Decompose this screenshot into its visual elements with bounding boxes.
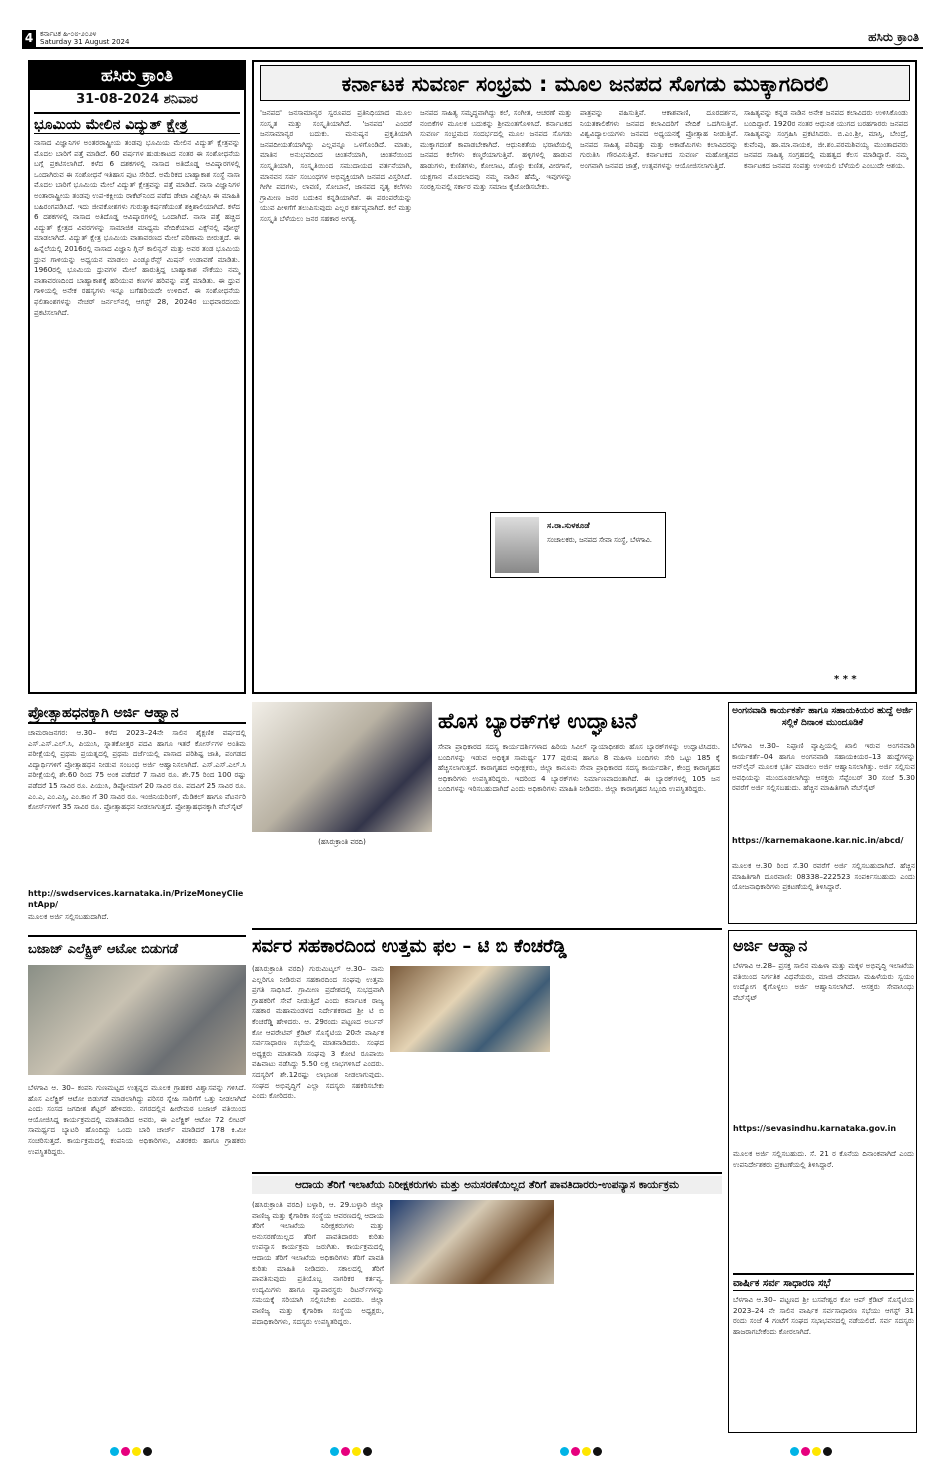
bajaj-headline: ಬಜಾಜ್ ಎಲೆಕ್ಟ್ರಿಕ್ ಆಟೋ ಬಿಡುಗಡೆ — [28, 942, 179, 957]
barracks-section — [252, 702, 722, 924]
scholarship-section — [28, 702, 246, 930]
anganwadi-url: https://karnemakaone.kar.nic.in/abcd/ — [732, 836, 904, 845]
editorial-box — [28, 60, 246, 694]
header-paper-name: ಕರ್ನಾಟಕ ಹಿ-೦೮-೨೦೨೪ — [40, 30, 97, 38]
author-box — [490, 512, 666, 578]
header-masthead: ಹಸಿರು ಕ್ರಾಂತಿ — [868, 30, 919, 44]
main-article-col3: ಪಾತ್ರವನ್ನು ವಹಿಸುತ್ತಿವೆ. ಆಕಾಶವಾಣಿ, ದೂರದರ್ಶನ, ನಿಯತಕಾಲಿಕೆಗಳು ಜನಪದ ಕಲಾವಿದರಿಗೆ ವೇದಿಕೆ ಒದಗಿಸುತ್ತಿವೆ. ವಿಶ್ವವಿದ್ಯಾಲಯಗಳು ಜನಪದ ಅಧ್ಯಯನಕ್ಕೆ ಪ್ರೋತ್ಸಾಹ ನೀಡುತ್ತಿವೆ. ಜನಪದ ಸಾಹಿತ್ಯ ಪರಿಷತ್ತು ಮತ್ತು ಅಕಾಡೆಮಿಗಳು ಕಲಾವಿದರನ್ನು ಗುರುತಿಸಿ ಗೌರವಿಸುತ್ತಿವೆ. ಕರ್ನಾಟಕದ ಸುವರ್ಣ ಮಹೋತ್ಸವದ ಅಂಗವಾಗಿ ಜನಪದ ಜಾತ್ರೆ, ಉತ್ಸವಗಳನ್ನು ಆಯೋಜಿಸಲಾಗುತ್ತಿದೆ. — [580, 108, 738, 170]
registration-marks-left — [110, 1441, 154, 1460]
income-tax-headline: ಆದಾಯ ತೆರಿಗೆ ಇಲಾಖೆಯ ನಿರೀಕ್ಷಕರುಗಳು ಮತ್ತು ಅನುಸರಣೆಯಿಲ್ಲದ ತೆರಿಗೆ ಪಾವತಿದಾರರು-ಉಪನ್ಯಾಸ ಕಾರ್ಯಕ್ರಮ — [252, 1176, 722, 1194]
registration-marks-center-left — [330, 1441, 374, 1460]
author-photo — [495, 517, 539, 573]
editorial-masthead-text: ಹಸಿರು ಕ್ರಾಂತಿ — [100, 66, 174, 86]
barracks-photo — [252, 702, 432, 832]
cooperation-body-continued — [390, 1060, 720, 1170]
income-tax-body: (ಹಸಿರುಕ್ರಾಂತಿ ವರದಿ) ಬಳ್ಳಾರಿ, ಆ. 29.ಬಳ್ಳಾರಿ ಜಿಲ್ಲಾ ವಾಣಿಜ್ಯ ಮತ್ತು ಕೈಗಾರಿಕಾ ಸಂಸ್ಥೆಯ ಆವರಣದಲ್ಲಿ ಆದಾಯ ತೆರಿಗೆ ಇಲಾಖೆಯ ನಿರೀಕ್ಷಕರುಗಳು ಮತ್ತು ಅನುಸರಣೆಯಿಲ್ಲದ ತೆರಿಗೆ ಪಾವತಿದಾರರು ಕುರಿತು ಉಪನ್ಯಾಸ ಕಾರ್ಯಕ್ರಮ ಜರುಗಿತು. ಕಾರ್ಯಕ್ರಮದಲ್ಲಿ ಆದಾಯ ತೆರಿಗೆ ಇಲಾಖೆಯ ಅಧಿಕಾರಿಗಳು ತೆರಿಗೆ ಪಾವತಿ ಕುರಿತು ಮಾಹಿತಿ ನೀಡಿದರು. ಸಕಾಲದಲ್ಲಿ ತೆರಿಗೆ ಪಾವತಿಸುವುದು ಪ್ರತಿಯೊಬ್ಬ ನಾಗರಿಕರ ಕರ್ತವ್ಯ. ಉದ್ಯಮಿಗಳು ಹಾಗೂ ವ್ಯಾಪಾರಸ್ಥರು ರಿಟರ್ನ್‌ಗಳನ್ನು ಸಮಯಕ್ಕೆ ಸರಿಯಾಗಿ ಸಲ್ಲಿಸಬೇಕು ಎಂದರು. ಜಿಲ್ಲಾ ವಾಣಿಜ್ಯ ಮತ್ತು ಕೈಗಾರಿಕಾ ಸಂಸ್ಥೆಯ ಅಧ್ಯಕ್ಷರು, ಪದಾಧಿಕಾರಿಗಳು, ಸದಸ್ಯರು ಉಪಸ್ಥಿತರಿದ್ದರು. — [252, 1200, 384, 1326]
anganwadi-headline: ಅಂಗನವಾಡಿ ಕಾರ್ಯಕರ್ತೆ ಹಾಗೂ ಸಹಾಯಕಿಯರ ಹುದ್ದೆ ಅರ್ಜಿ ಸಲ್ಲಿಕೆ ದಿನಾಂಕ ಮುಂದೂಡಿಕೆ — [732, 706, 913, 728]
cooperation-headline: ಸರ್ವರ ಸಹಕಾರದಿಂದ ಉತ್ತಮ ಫಲ – ಟಿ ಬಿ ಕೆಂಚರೆಡ್ಡಿ — [252, 936, 567, 957]
main-article-headline: ಕರ್ನಾಟಕ ಸುವರ್ಣ ಸಂಭ್ರಮ : ಮೂಲ ಜನಪದ ಸೊಗಡು ಮುಕ್ಕಾಗದಿರಲಿ — [260, 65, 910, 101]
anganwadi-tail: ಮೂಲಕ ಆ.30 ರಿಂದ ಸೆ.30 ರವರೆಗೆ ಅರ್ಜಿ ಸಲ್ಲಿಸಬಹುದಾಗಿದೆ. ಹೆಚ್ಚಿನ ಮಾಹಿತಿಗಾಗಿ ದೂರವಾಣಿ: 08338–222523 ಸಂಪರ್ಕಿಸಬಹುದು ಎಂದು ಯೋಜನಾಧಿಕಾರಿಗಳು ಪ್ರಕಟಣೆಯಲ್ಲಿ ತಿಳಿಸಿದ್ದಾರೆ. — [732, 861, 915, 892]
registration-marks-center-right — [560, 1441, 604, 1460]
main-article-end-mark: * * * — [834, 674, 857, 685]
income-tax-photo — [390, 1200, 554, 1284]
scholarship-headline: ಪ್ರೋತ್ಸಾಹಧನಕ್ಕಾಗಿ ಅರ್ಜಿ ಆಹ್ವಾನ — [28, 702, 246, 724]
editorial-date: 31-08-2024 ಶನಿವಾರ — [76, 92, 198, 107]
author-name: ಸ.ರಾ.ಸುಳಕೂಡೆ — [547, 521, 590, 530]
editorial-masthead — [30, 62, 244, 90]
arji-sub-headline: ವಾರ್ಷಿಕ ಸರ್ವ ಸಾಧಾರಣ ಸಭೆ — [733, 1273, 914, 1291]
arji-url: https://sevasindhu.karnataka.gov.in — [733, 1124, 897, 1133]
arji-headline: ಅರ್ಜಿ ಆಹ್ವಾನ — [733, 936, 808, 955]
bajaj-photo — [28, 965, 246, 1075]
editorial-body: ನಾಸಾದ ವಿಜ್ಞಾನಿಗಳ ಅಂತರರಾಷ್ಟ್ರೀಯ ತಂಡವು ಭೂಮಿಯ ಮೇಲಿನ ವಿದ್ಯುತ್ ಕ್ಷೇತ್ರವನ್ನು ಮೊದಲ ಬಾರಿಗೆ ಪತ್ತೆ ಮಾಡಿದೆ. 60 ವರ್ಷಗಳ ಹುಡುಕಾಟದ ನಂತರ ಈ ಸಂಶೋಧನೆಯ ಬಗ್ಗೆ ಪ್ರಕಟಿಸಲಾಗಿದೆ. ಕಳೆದ 6 ದಶಕಗಳಲ್ಲಿ ನಾಸಾದ ಅತಿದೊಡ್ಡ ಆವಿಷ್ಕಾರಗಳಲ್ಲಿ ಒಂದಾಗಿರುವ ಈ ಸಂಶೋಧನೆ ಇತಿಹಾಸ ಪುಟ ಸೇರಿದೆ. ಅಮೆರಿಕದ ಬಾಹ್ಯಾಕಾಶ ಸಂಸ್ಥೆ ನಾಸಾ ಮೊದಲ ಬಾರಿಗೆ ಭೂಮಿಯ ಮೇಲೆ ವಿದ್ಯುತ್ ಕ್ಷೇತ್ರವನ್ನು ಪತ್ತೆ ಮಾಡಿದೆ. ನಾಸಾ ವಿಜ್ಞಾನಿಗಳ ಅಂತಾರಾಷ್ಟ್ರೀಯ ತಂಡವು ಉಪ-ಕಕ್ಷೀಯ ರಾಕೆಟ್‌ನಿಂದ ಪಡೆದ ಡೇಟಾ ವಿಶ್ಲೇಷಿಸಿ ಈ ಮಾಹಿತಿ ಬಹಿರಂಗಪಡಿಸಿದೆ. ಇದು ಜೀವಕೋಶಗಳು ಗುರುತ್ವಾಕರ್ಷಣೆಯಂತೆ ಶಕ್ತಿಶಾಲಿಯಾಗಿದೆ. ಕಳೆದ 6 ದಶಕಗಳಲ್ಲಿ ನಾಸಾದ ಅತಿದೊಡ್ಡ ಆವಿಷ್ಕಾರಗಳಲ್ಲಿ ಒಂದಾಗಿದೆ. ನಾಸಾ ಪತ್ತೆ ಹಚ್ಚಿದ ವಿದ್ಯುತ್ ಕ್ಷೇತ್ರದ ವಿವರಗಳನ್ನು ಸಾಮಾಜಿಕ ಮಾಧ್ಯಮ ವೇದಿಕೆಯಾದ ಎಕ್ಸ್‌ನಲ್ಲಿ ಪೋಸ್ಟ್ ಮಾಡಲಾಗಿದೆ. ವಿದ್ಯುತ್ ಕ್ಷೇತ್ರ ಭೂಮಿಯ ವಾತಾವರಣದ ಮೇಲೆ ಪರಿಣಾಮ ಬೀರುತ್ತದೆ. ಈ ಹಿನ್ನೆಲೆಯಲ್ಲಿ 2016ರಲ್ಲಿ ನಾಸಾದ ವಿಜ್ಞಾನಿ ಗ್ಲಿನ್ ಕಾಲಿನ್ಸನ್ ಮತ್ತು ಅವರ ತಂಡ ಭೂಮಿಯ ಧ್ರುವ ಗಾಳಿಯನ್ನು ಅಧ್ಯಯನ ಮಾಡಲು ಎಂಡ್ಯೂರೆನ್ಸ್ ಮಿಷನ್ ಉಡಾವಣೆ ಮಾಡಿತು. 1960ರಲ್ಲಿ ಭೂಮಿಯ ಧ್ರುವಗಳ ಮೇಲೆ ಹಾರುತ್ತಿದ್ದ ಬಾಹ್ಯಾಕಾಶ ನೌಕೆಯು ನಮ್ಮ ವಾತಾವರಣದಿಂದ ಬಾಹ್ಯಾಕಾಶಕ್ಕೆ ಹರಿಯುವ ಕಣಗಳ ಹರಿವನ್ನು ಪತ್ತೆ ಮಾಡಿತು. ಈ ಧ್ರುವ ಗಾಳಿಯಲ್ಲಿ ಅನೇಕ ರಹಸ್ಯಗಳು ಇನ್ನೂ ಬಗೆಹರಿಯದೇ ಉಳಿದಿವೆ. ಈ ಸಂಶೋಧನೆಯ ಫಲಿತಾಂಶಗಳನ್ನು ನೇಚರ್ ಜರ್ನಲ್‌ನಲ್ಲಿ ಆಗಸ್ಟ್ 28, 2024ರ ಬುಧವಾರದಂದು ಪ್ರಕಟಿಸಲಾಗಿದೆ. — [34, 138, 240, 317]
bajaj-section — [28, 935, 246, 1433]
arji-tail: ಮೂಲಕ ಅರ್ಜಿ ಸಲ್ಲಿಸಬಹುದು. ಸೆ. 21 ರ ಕೊನೆಯ ದಿನಾಂಕವಾಗಿದೆ ಎಂದು ಉಪನಿರ್ದೇಶಕರು ಪ್ರಕಟಣೆಯಲ್ಲಿ ತಿಳಿಸಿದ್ದಾರೆ. — [733, 1149, 914, 1169]
registration-marks-right — [790, 1441, 834, 1460]
main-article-col2: ಜನಪದ ಸಾಹಿತ್ಯ ಸಮೃದ್ಧವಾಗಿದ್ದು ಕಲೆ, ಸಂಗೀತ, ಆಚರಣೆ ಮತ್ತು ನಂಬಿಕೆಗಳ ಮೂಲಕ ಬದುಕನ್ನು ಶ್ರೀಮಂತಗೊಳಿಸಿದೆ. ಕರ್ನಾಟಕದ ಸುವರ್ಣ ಸಂಭ್ರಮದ ಸಂದರ್ಭದಲ್ಲಿ ಮೂಲ ಜನಪದ ಸೊಗಡು ಮುಕ್ಕಾಗದಂತೆ ಕಾಪಾಡಬೇಕಾಗಿದೆ. ಆಧುನಿಕತೆಯ ಭರಾಟೆಯಲ್ಲಿ ಜನಪದ ಕಲೆಗಳು ಕಣ್ಮರೆಯಾಗುತ್ತಿವೆ. ಹಳ್ಳಿಗಳಲ್ಲಿ ಹಾಡುವ ಹಾಡುಗಳು, ಕುಣಿತಗಳು, ಕೋಲಾಟ, ಡೊಳ್ಳು ಕುಣಿತ, ವೀರಗಾಸೆ, ಯಕ್ಷಗಾನ ಮೊದಲಾದವು ನಮ್ಮ ನಾಡಿನ ಹೆಮ್ಮೆ. ಇವುಗಳನ್ನು ಸಂರಕ್ಷಿಸುವಲ್ಲಿ ಸರ್ಕಾರ ಮತ್ತು ಸಮಾಜ ಕೈಜೋಡಿಸಬೇಕು. — [420, 108, 572, 192]
income-tax-body-continued — [390, 1290, 720, 1432]
bajaj-body: ಬೆಳಗಾವಿ ಆ. 30– ಕಂಪನಿ ಗುಣಮಟ್ಟದ ಉತ್ಪನ್ನದ ಮೂಲಕ ಗ್ರಾಹಕರ ವಿಶ್ವಾಸವನ್ನು ಗಳಿಸಿದೆ. ಹೊಸ ಎಲೆಕ್ಟ್ರಿಕ್ ಆಟೋ ಬಿಡುಗಡೆ ಮಾಡಲಾಗಿದ್ದು ಪರಿಸರ ಸ್ನೇಹಿ ಸಾರಿಗೆಗೆ ಒತ್ತು ನೀಡಲಾಗಿದೆ ಎಂದು ಸಂಸದ ಜಗದೀಶ ಶೆಟ್ಟರ್ ಹೇಳಿದರು. ನಗರದಲ್ಲಿನ ಹೀರೇಮಠ ಬಜಾಜ್ ವತಿಯಿಂದ ಆಯೋಜಿಸಿದ್ದ ಕಾರ್ಯಕ್ರಮದಲ್ಲಿ ಮಾತನಾಡಿದ ಅವರು, ಈ ಎಲೆಕ್ಟ್ರಿಕ್ ಆಟೋ 72 ಲೀಟರ್ ಸಾಮರ್ಥ್ಯದ ಬ್ಯಾಟರಿ ಹೊಂದಿದ್ದು ಒಂದು ಬಾರಿ ಚಾರ್ಜ್ ಮಾಡಿದರೆ 178 ಕಿ.ಮೀ ಸಂಚರಿಸುತ್ತದೆ. ಕಾರ್ಯಕ್ರಮದಲ್ಲಿ ಕಂಪನಿಯ ಅಧಿಕಾರಿಗಳು, ವಿತರಕರು ಹಾಗೂ ಗ್ರಾಹಕರು ಉಪಸ್ಥಿತರಿದ್ದರು. — [28, 1083, 246, 1156]
arji-box — [728, 930, 917, 1433]
cooperation-section — [252, 928, 722, 1101]
scholarship-url: http://swdservices.karnataka.in/PrizeMoneyClientApp/ — [28, 889, 244, 909]
page-header — [22, 30, 923, 49]
scholarship-body: ಚಾಮರಾಜನಗರ: ಆ.30– ಕಳೆದ 2023–24ನೇ ಸಾಲಿನ ಶೈಕ್ಷಣಿಕ ವರ್ಷದಲ್ಲಿ ಎಸ್.ಎಸ್.ಎಲ್.ಸಿ, ಪಿಯುಸಿ, ಸ್ನಾತಕೋತ್ತರ ಪದವಿ ಹಾಗೂ ಇತರೆ ಕೋರ್ಸ್‌ಗಳ ಅಂತಿಮ ಪರೀಕ್ಷೆಯಲ್ಲಿ ಪ್ರಥಮ ಪ್ರಯತ್ನದಲ್ಲಿ ಪ್ರಥಮ ದರ್ಜೆಯಲ್ಲಿ ಪಾಸಾದ ಪರಿಶಿಷ್ಟ ಜಾತಿ, ಪಂಗಡದ ವಿದ್ಯಾರ್ಥಿಗಳಿಗೆ ಪ್ರೋತ್ಸಾಹಧನ ನೀಡುವ ಸಂಬಂಧ ಅರ್ಜಿ ಆಹ್ವಾನಿಸಲಾಗಿದೆ. ಎಸ್.ಎಸ್.ಎಲ್.ಸಿ ಪರೀಕ್ಷೆಯಲ್ಲಿ ಶೇ.60 ರಿಂದ 75 ಅಂಕ ಪಡೆದರೆ 7 ಸಾವಿರ ರೂ. ಶೇ.75 ರಿಂದ 100 ರಷ್ಟು ಪಡೆದರೆ 15 ಸಾವಿರ ರೂ. ಪಿಯುಸಿ, ಡಿಪ್ಲೋಮಾಗೆ 20 ಸಾವಿರ ರೂ. ಪದವಿಗೆ 25 ಸಾವಿರ ರೂ. ಎಂ.ಎ, ಎಂ.ಎಸ್ಸಿ, ಎಂ.ಕಾಂ ಗೆ 30 ಸಾವಿರ ರೂ. ಇಂಜಿನಿಯರಿಂಗ್, ಮೆಡಿಕಲ್ ಹಾಗೂ ವೆಟರ್ನರಿ ಕೋರ್ಸ್‌ಗಳಿಗೆ 35 ಸಾವಿರ ರೂ. ಪ್ರೋತ್ಸಾಹಧನ ನೀಡಲಾಗುತ್ತದೆ. ಪ್ರೋತ್ಸಾಹಧನಕ್ಕಾಗಿ ವೆಬ್‌ಸೈಟ್ — [28, 728, 246, 812]
main-article-box — [252, 60, 917, 694]
anganwadi-body: ಬೆಳಗಾವಿ ಆ.30– ನಿಪ್ಪಾಣಿ ವ್ಯಾಪ್ತಿಯಲ್ಲಿ ಖಾಲಿ ಇರುವ ಅಂಗನವಾಡಿ ಕಾರ್ಯಕರ್ತೆ–04 ಹಾಗೂ ಅಂಗನವಾಡಿ ಸಹಾಯಕಿಯರ–13 ಹುದ್ದೆಗಳನ್ನು ಆನ್‌ಲೈನ್ ಮೂಲಕ ಭರ್ತಿ ಮಾಡಲು ಅರ್ಜಿ ಆಹ್ವಾನಿಸಲಾಗಿತ್ತು. ಅರ್ಜಿ ಸಲ್ಲಿಸುವ ಅವಧಿಯನ್ನು ಮುಂದೂಡಲಾಗಿದ್ದು ಆಸಕ್ತರು ಸೆಪ್ಟೆಂಬರ್ 30 ಸಂಜೆ 5.30 ರವರೆಗೆ ಅರ್ಜಿ ಸಲ್ಲಿಸಬಹುದು. ಹೆಚ್ಚಿನ ಮಾಹಿತಿಗಾಗಿ ವೆಬ್‌ಸೈಟ್ — [732, 741, 915, 793]
main-article-col3-bottom — [580, 582, 738, 688]
scholarship-tail: ಮೂಲಕ ಅರ್ಜಿ ಸಲ್ಲಿಸಬಹುದಾಗಿದೆ. — [28, 912, 109, 921]
author-title: ಸಂಚಾಲಕರು, ಜನಪದ ಸೇವಾ ಸಂಸ್ಥೆ, ಬೆಳಗಾವಿ. — [547, 536, 653, 544]
main-article-col1: 'ಜನಪದ' ಜನಸಾಮಾನ್ಯರ ಸ್ವರೂಪದ ಪ್ರತಿನಿಧಿಯಾದ ಮೂಲ ಸಂಸ್ಕೃತ ಮತ್ತು ಸಂಸ್ಕೃತಿಯಾಗಿದೆ. 'ಜನಪದ' ಎಂದರೆ ಜನಸಾಮಾನ್ಯರ ಬದುಕು. ಮನುಷ್ಯನ ಪ್ರಕೃತಿಯಾಗಿ ಜನಪದೀಯತೆಯಾಗಿದ್ದು ಎಲ್ಲವನ್ನೂ ಒಳಗೊಂಡಿದೆ. ಮಾತು, ಮಾತಿನ ಅನುಭವದಿಂದ ಚಿಂತನೆಯಾಗಿ, ಚಿಂತನೆಯಿಂದ ಸಂಸ್ಕೃತಿಯಾಗಿ, ಸಂಸ್ಕೃತಿಯಿಂದ ಸಮುದಾಯದ ವರ್ತನೆಯಾಗಿ, ಮಾನವನ ಸರ್ವ ಸಂಬಂಧಗಳ ಅಭಿವ್ಯಕ್ತಿಯಾಗಿ ಜನಪದ ವಿಸ್ತರಿಸಿದೆ. ಗೀಗೀ ಪದಗಳು, ಲಾವಣಿ, ಸೋಬಾನೆ, ಜಾನಪದ ನೃತ್ಯ ಕಲೆಗಳು ಗ್ರಾಮೀಣ ಜನರ ಬದುಕಿನ ಕನ್ನಡಿಯಾಗಿವೆ. ಈ ಪರಂಪರೆಯನ್ನು ಯುವ ಪೀಳಿಗೆಗೆ ತಲುಪಿಸುವುದು ಎಲ್ಲರ ಕರ್ತವ್ಯವಾಗಿದೆ. ಕಲೆ ಮತ್ತು ಸಂಸ್ಕೃತಿ ಬೆಳೆಯಲು ಜನರ ಸಹಕಾರ ಅಗತ್ಯ. — [260, 108, 412, 223]
barracks-body: ಸೇವಾ ಪ್ರಾಧಿಕಾರದ ಸದಸ್ಯ ಕಾರ್ಯದರ್ಶಿಗಳಾದ ಹಿರಿಯ ಸಿವಿಲ್ ನ್ಯಾಯಾಧೀಶರು ಹೊಸ ಬ್ಯಾರಕ್‌ಗಳನ್ನು ಉದ್ಘಾಟಿಸಿದರು. ಬಂದಿಗಳನ್ನು ಇಡುವ ಅಧಿಕೃತ ಸಾಮರ್ಥ್ಯ 177 ಪುರುಷ ಹಾಗೂ 8 ಮಹಿಳಾ ಬಂದಿಗಳು ಸೇರಿ ಒಟ್ಟು 185 ಕ್ಕೆ ಹೆಚ್ಚಿಸಲಾಗುತ್ತದೆ. ಕಾರಾಗೃಹದ ಅಧೀಕ್ಷಕರು, ಜಿಲ್ಲಾ ಕಾನೂನು ಸೇವಾ ಪ್ರಾಧಿಕಾರದ ಸದಸ್ಯ ಕಾರ್ಯದರ್ಶಿ, ಕೇಂದ್ರ ಕಾರಾಗೃಹದ ಅಧಿಕಾರಿಗಳು ಉಪಸ್ಥಿತರಿದ್ದರು. ಇದರಿಂದ 4 ಬ್ಯಾರಕ್‌ಗಳು ನಿರ್ಮಾಣವಾದಂತಾಗಿದೆ. ಈ ಬ್ಯಾರಕ್‌ಗಳಲ್ಲಿ 105 ಜನ ಬಂದಿಗಳನ್ನು ಇರಿಸಬಹುದಾಗಿದೆ ಎಂದು ಅಧಿಕಾರಿಗಳು ಮಾಹಿತಿ ನೀಡಿದರು. ಜಿಲ್ಲಾ ಕಾರಾಗೃಹದ ಸಿಬ್ಬಂದಿ ಉಪಸ್ಥಿತರಿದ್ದರು. — [438, 742, 720, 794]
arji-sub-body: ಬೆಳಗಾವಿ ಆ.30– ಪಟ್ಟಣದ ಶ್ರೀ ಬಸವೇಶ್ವರ ಕೋ ಆಪ್ ಕ್ರೆಡಿಟ್ ಸೊಸೈಟಿಯ 2023–24 ನೇ ಸಾಲಿನ ವಾರ್ಷಿಕ ಸರ್ವಸಾಧಾರಣ ಸಭೆಯು ಆಗಸ್ಟ್ 31 ರಂದು ಸಂಜೆ 4 ಗಂಟೆಗೆ ಸಂಘದ ಸಭಾಭವನದಲ್ಲಿ ನಡೆಯಲಿದೆ. ಸರ್ವ ಸದಸ್ಯರು ಹಾಜರಾಗಬೇಕೆಂದು ಕೋರಲಾಗಿದೆ. — [733, 1295, 914, 1336]
page-number: 4 — [22, 30, 36, 47]
arji-body: ಬೆಳಗಾವಿ ಆ.28– ಪ್ರಸಕ್ತ ಸಾಲಿನ ಮಹಿಳಾ ಮತ್ತು ಮಕ್ಕಳ ಅಭಿವೃದ್ಧಿ ಇಲಾಖೆಯ ವತಿಯಿಂದ ನಿರ್ಗತಿಕ ವಿಧವೆಯರು, ಮಾಜಿ ದೇವದಾಸಿ ಮಹಿಳೆಯರು ಸ್ವಯಂ ಉದ್ಯೋಗ ಕೈಗೊಳ್ಳಲು ಅರ್ಜಿ ಆಹ್ವಾನಿಸಲಾಗಿದೆ. ಆಸಕ್ತರು ಸೇವಾಸಿಂಧು ವೆಬ್‌ಸೈಟ್ — [733, 961, 914, 1002]
barracks-headline: ಹೊಸ ಬ್ಯಾರಕ್‌ಗಳ ಉದ್ಘಾಟನೆ — [438, 709, 638, 733]
anganwadi-box — [728, 702, 917, 924]
header-date: Saturday 31 August 2024 — [40, 38, 130, 46]
cooperation-body-left: (ಹಸಿರುಕ್ರಾಂತಿ ವರದಿ) ಗುರುಮಿಟ್ಕಲ್ ಆ.30– ನಾನು ಎಲ್ಲರಿಗೂ ನೀಡಿರುವ ಸಹಕಾರದಿಂದ ಸಂಘವು ಉತ್ತಮ ಪ್ರಗತಿ ಸಾಧಿಸಿದೆ. ಗ್ರಾಮೀಣ ಪ್ರದೇಶದಲ್ಲಿ ಸುಭದ್ರವಾಗಿ ಗ್ರಾಹಕರಿಗೆ ಸೇವೆ ನೀಡುತ್ತಿದೆ ಎಂದು ಕರ್ನಾಟಕ ರಾಜ್ಯ ಸಹಕಾರ ಮಹಾಮಂಡಳದ ನಿರ್ದೇಶಕರಾದ ಶ್ರೀ ಟಿ ಬಿ ಕೆಂಚರೆಡ್ಡಿ ಹೇಳಿದರು. ಆ. 29ರಂದು ಪಟ್ಟಣದ ಅರ್ಬನ್ ಕೋ ಆಪರೇಟಿವ್ ಕ್ರೆಡಿಟ್ ಸೊಸೈಟಿಯ 20ನೇ ವಾರ್ಷಿಕ ಸರ್ವಸಾಧಾರಣ ಸಭೆಯಲ್ಲಿ ಮಾತನಾಡಿದರು. ಸಂಘದ ಅಧ್ಯಕ್ಷರು ಮಾತನಾಡಿ ಸಂಘವು 3 ಕೋಟಿ ರೂಪಾಯಿ ವಹಿವಾಟು ನಡೆಸಿದ್ದು 5.50 ಲಕ್ಷ ಲಾಭಗಳಿಸಿದೆ ಎಂದರು. ಸದಸ್ಯರಿಗೆ ಶೇ.12ರಷ್ಟು ಲಾಭಾಂಶ ನೀಡಲಾಗುವುದು. ಸಂಘದ ಅಭಿವೃದ್ಧಿಗೆ ಎಲ್ಲಾ ಸದಸ್ಯರು ಸಹಕರಿಸಬೇಕು ಎಂದು ಕೋರಿದರು. — [252, 964, 384, 1101]
editorial-headline: ಭೂಮಿಯ ಮೇಲಿನ ವಿದ್ಯುತ್ ಕ್ಷೇತ್ರ — [34, 112, 240, 134]
main-article-col4: ಸಾಹಿತ್ಯವನ್ನು ಕನ್ನಡ ನಾಡಿನ ಅನೇಕ ಜನಪದ ಕಲಾವಿದರು ಉಳಿಸಿಕೊಂಡು ಬಂದಿದ್ದಾರೆ. 1920ರ ನಂತರ ಆಧುನಿಕ ಯುಗದ ಬರಹಗಾರರು ಜನಪದ ಸಾಹಿತ್ಯವನ್ನು ಸಂಗ್ರಹಿಸಿ ಪ್ರಕಟಿಸಿದರು. ಬಿ.ಎಂ.ಶ್ರೀ, ಮಾಸ್ತಿ, ಬೇಂದ್ರೆ, ಕುವೆಂಪು, ಹಾ.ಮಾ.ನಾಯಕ, ಜೀ.ಶಂ.ಪರಮಶಿವಯ್ಯ ಮುಂತಾದವರು ಜನಪದ ಸಾಹಿತ್ಯ ಸಂಗ್ರಹದಲ್ಲಿ ಮಹತ್ವದ ಕೆಲಸ ಮಾಡಿದ್ದಾರೆ. ನಮ್ಮ ಕರ್ನಾಟಕದ ಜನಪದ ಸಂಪತ್ತು ಉಳಿಯಲಿ ಬೆಳೆಯಲಿ ಎಂಬುದೇ ಆಶಯ. — [744, 108, 908, 170]
income-tax-section — [252, 1172, 722, 1434]
cooperation-photo — [390, 966, 550, 1052]
barracks-photo-caption: (ಹಸಿರುಕ್ರಾಂತಿ ವರದಿ) — [318, 838, 366, 846]
